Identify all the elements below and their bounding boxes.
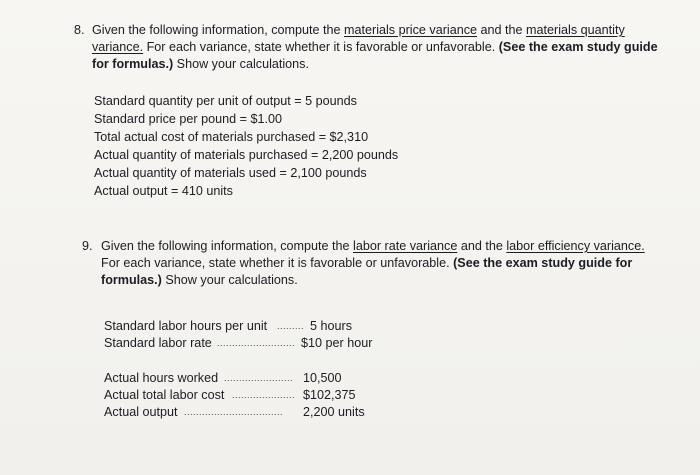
row-label: Standard labor hours per unit: [104, 319, 268, 333]
text-run: Given the following information, compute the: [92, 23, 345, 37]
materials-facts-list: [94, 92, 398, 200]
bold-note: (See the exam study guide for: [453, 256, 633, 270]
text-run: and the: [457, 239, 507, 253]
row-value: 10,500: [303, 371, 342, 385]
question-number: 8.: [74, 23, 85, 37]
row-value: $102,375: [303, 388, 356, 402]
fact-line: Standard quantity per unit of output = 5 pounds: [94, 94, 357, 108]
row-label: Actual total labor cost: [104, 388, 225, 402]
question-text: [92, 22, 658, 73]
question-number: 9.: [82, 239, 93, 253]
bold-note: formulas.): [101, 273, 162, 287]
leader-dots: .......................: [224, 373, 294, 383]
fact-line: Actual quantity of materials used = 2,100 pounds: [94, 166, 367, 180]
actual-labor-list: [104, 370, 424, 421]
fact-line: Total actual cost of materials purchased = $2,310: [94, 130, 369, 144]
fact-line: Actual output = 410 units: [94, 184, 233, 198]
text-run: Show your calculations.: [161, 273, 298, 287]
leader-dots: .........: [277, 321, 305, 331]
text-run: For each variance, state whether it is favorable or unfavorable.: [143, 40, 499, 54]
text-run: For each variance, state whether it is favorable or unfavorable.: [101, 256, 454, 270]
question-9: [82, 238, 645, 289]
underlined-term: variance.: [92, 40, 144, 54]
labor-row: [104, 387, 424, 404]
leader-dots: ..........................: [217, 338, 296, 348]
leader-dots: .....................: [232, 390, 296, 400]
leader-dots: .................................: [184, 407, 284, 417]
question-line: [92, 39, 658, 56]
question-line: [92, 22, 658, 39]
labor-row: [104, 335, 424, 352]
row-value: 5 hours: [310, 319, 353, 333]
question-8: [74, 22, 658, 73]
question-line: [101, 272, 645, 289]
bold-note: for formulas.): [92, 57, 174, 71]
text-run: Show your calculations.: [173, 57, 309, 71]
underlined-term: labor rate variance: [353, 239, 458, 253]
question-line: [101, 238, 645, 255]
underlined-term: materials quantity: [526, 23, 625, 37]
fact-line: Standard price per pound = $1.00: [94, 112, 282, 126]
bold-note: (See the exam study guide: [498, 40, 658, 54]
row-label: Actual hours worked: [104, 371, 219, 385]
labor-row: [104, 370, 424, 387]
row-label: Actual output: [104, 405, 178, 419]
fact-line: Actual quantity of materials purchased = 2,200 pounds: [94, 148, 399, 162]
labor-row: [104, 404, 424, 421]
question-text: [101, 238, 645, 289]
underlined-term: labor efficiency variance.: [506, 239, 645, 253]
question-line: [101, 255, 645, 272]
standard-labor-list: [104, 318, 424, 352]
text-run: Given the following information, compute the: [101, 239, 354, 253]
underlined-term: materials price variance: [344, 23, 478, 37]
question-line: [92, 56, 658, 73]
text-run: and the: [477, 23, 527, 37]
row-value: 2,200 units: [303, 405, 365, 419]
labor-row: [104, 318, 424, 335]
row-value: $10 per hour: [301, 336, 373, 350]
row-label: Standard labor rate: [104, 336, 212, 350]
